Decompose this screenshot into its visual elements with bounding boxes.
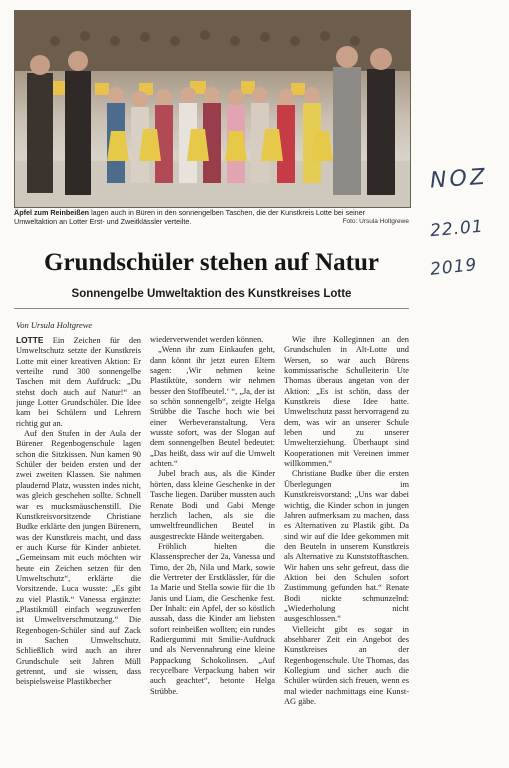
paragraph [16,335,141,429]
subheadline: Sonnengelbe Umweltaktion des Kunstkreises Lotte [71,288,352,300]
handwritten-source: NOZ [429,164,489,194]
article-column-3 [284,335,409,762]
photo-credit: Foto: Ursula Holtgrewe [342,218,409,225]
paragraph: „Wenn ihr zum Einkaufen geht, dann könnt ihr jetzt euren Eltern sagen: ‚Wir nehmen keine Plastiktüte, sondern wir nehmen besser den Stoffbeutel.‘ “, „Ja, der ist so schön sonnengelb“, zeigte Helga Strübbe die Tasche hoch wie bei einer Werbeveranstaltung. Vera wusste sofort, was der Slogan auf dem sonnengelben Beutel bedeutet: „Das heißt, dass wir auf die Umwelt achten.“ [150,345,275,469]
paragraph: wiederverwendet werden können. [150,335,264,344]
caption-lead: Äpfel zum Reinbeißen [14,208,90,217]
handwritten-year: 2019 [429,255,479,280]
paragraph-text: Ein Zeichen für den Umweltschutz setzte der Kunstkreis Lotte mit einer kreativen Aktion: Er verteilte rund 300 sonnengelbe Taschen mit dem Aufdruck: „Du stehst doch auch auf Natur!“ an junge Lotter Grundschüler. Die Idee kam bei Schülern und Lehrern richtig gut an. [16,336,141,428]
caption-text: lagen auch in Büren in den sonnengelben Taschen, die der Kunstkreis Lotte bei seiner Umweltaktion an Lotter Erst- und Zweitklässler verteilte. [14,208,366,226]
paragraph: Jubel brach aus, als die Kinder hörten, dass kleine Geschenke in der Tasche liegen. Darüber mussten auch Renate Bodi und Gabi Menge herzlich lachen, als sie die umweltfreundlichen Beutel in ausgestreckte Hände weitergaben. [150,469,275,541]
handwritten-date: 22.01 [429,216,485,242]
article-column-2 [150,335,275,762]
paragraph: Fröhlich hielten die Klassensprecher der 2a, Vanessa und Timo, der 2b, Nila und Mark, sowie die Vertreter der Erstklässler, für die 1a Marie und Stella sowie für die 1b Janis und Liam, die Geschenke fest. Der Inhalt: ein Apfel, der so köstlich aussah, dass die Kinder am liebsten sofort reinbeißen wollten; ein rundes Radiergummi mit Smilie-Aufdruck und als Nervennahrung eine kleine Pappackung Schokolinsen. „Auf recycelbare Verpackung haben wir auch geachtet“, betonte Helga Strübbe. [150,541,275,696]
photo-illustration [15,11,410,207]
dateline: LOTTE [16,335,44,345]
byline: Von Ursula Holtgrewe [16,320,93,330]
photo-caption [14,208,409,226]
divider [14,308,409,309]
article-column-1 [16,335,141,762]
paragraph: Christiane Budke über die ersten Überlegungen im Kunstkreisvorstand: „Uns war dabei wichtig, die Kinder schon in jungen Jahren aufmerksam zu machen, dass es Alternativen zu Plastik gibt. Da sind wir auf die Idee gekommen mit den Beuteln in unserem Kunstkreis als Alternative zu Kunststofftaschen. Wir haben uns sehr gefreut, dass die Aktion bei den Schulen sofort Zustimmung gefunden hat.“ Renate Bodi nickte schmunzelnd: „Wiederholung nicht ausgeschlossen.“ [284,469,409,624]
paragraph: Wie ihre Kolleginnen an den Grundschulen in Alt-Lotte und Wersen, so war auch Bürens kommissarische Schulleiterin Ute Thomas überaus angetan von der Aktion: „Es ist schön, dass der Kunstkreis diese Idee hatte. Umweltschutz passt hervorragend zu dem, was wir an unserer Schule leben und zu unserer Umwelterziehung. Überhaupt sind Kooperationen mit Vereinen immer willkommen.“ [284,335,409,469]
headline: Grundschüler stehen auf Natur [44,249,379,276]
paragraph: Auf den Stufen in der Aula der Bürener Regenbogenschule lagen schon die Sitzkissen. Nun kamen 90 Schüler der beiden ersten und der zwei zweiten Klassen. Sie nahmen plaudernd Platz, wussten indes nicht, was gleich geschehen sollte. Schnell war es mucksmäuschenstill. Die Kunstkreisvorsitzende Christiane Budke erklärte den jungen Bürenern, was der Kunstkreis macht, und dass er auch Kurse für Kinder anbietet. „Gemeinsam mit euch möchten wir heute ein Zeichen setzen für den Umweltschutz“, erklärte die Vorsitzende. Luca wusste: „Es gibt zu viel Plastik.“ Vanessa ergänzte: „Plastikmüll einfach wegzuwerfen ist Umweltverschmutzung.“ Die Regenbogen-Schüler sind auf Zack in Sachen Umweltschutz. Schließlich wird auch an ihrer Grundschule seit Jahren Müll getrennt, und sie wissen, dass beispielsweise Plastikbecher [16,429,141,687]
article-photo [14,10,411,208]
paragraph: Vielleicht gibt es sogar in absehbarer Zeit ein Angebot des Kunstkreises an der Regenbogenschule. Ute Thomas, das Kollegium und sicher auch die Schüler würden sich freuen, wenn es mal wieder nachmittags eine Kunst-AG gäbe. [284,624,409,707]
